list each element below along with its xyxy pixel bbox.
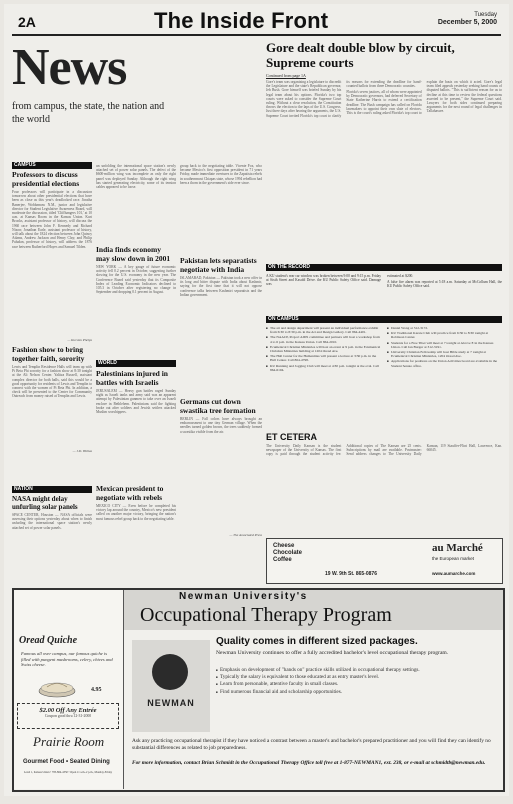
palestinians-body: JERUSALEM — Heavy gun battles raged Sunday night as Israeli tanks and army said was an apparent attempt by Palestinian gunmen to take over an Israeli enclave in Bethlehem. Palestinians said the fighting broke out after soldiers and Jewish settlers attacked Muslim worshippers. <box>96 389 176 415</box>
oread-footer: Gourmet Food • Seated Dining <box>23 759 110 765</box>
on-campus-list <box>266 326 502 426</box>
newman-bullet: ■ Typically the salary is equivalent to those educated at as entry master's level. <box>216 674 496 680</box>
aumarche-brand: au Marché <box>432 542 483 554</box>
mexican-body: MEXICO CITY — Even before he completed his victory lap around the country, Mexico's new president called on another major victory, bringing the nation's most famous rebel group back to the negotiating table. <box>96 504 176 521</box>
oread-price: 4.95 <box>91 687 102 693</box>
newman-logo-text: NEWMAN <box>147 698 195 708</box>
aumarche-ad[interactable] <box>266 538 503 584</box>
newman-program: Occupational Therapy Program <box>140 604 392 626</box>
aumarche-products: Cheese Chocolate Coffee <box>273 543 303 563</box>
newspaper-page <box>4 4 509 796</box>
professors-byline: — Kursten Phelps <box>67 338 92 342</box>
news-subtitle: from campus, the state, the nation and the world <box>12 101 165 125</box>
masthead-day: Tuesday <box>474 12 497 18</box>
record-item: estimated at $200. <box>387 274 414 278</box>
campus-event: ■ University Christian Fellowship will host Bible study at 7 tonight at Ecumenical Christian Ministries, 1204 Oread Ave. <box>387 350 502 358</box>
et-cetera-body: The University Daily Kansan is the student newspaper of the University of Kansas. The first copy is paid through the student activity fee. Additional copies of The Kansan are 25 cents. Subscriptions by mail are available. Postmaster: Send address changes to The University Daily Kansan, 119 Stauffer-Flint Hall, Lawrence, Kan. 66045. <box>266 444 502 457</box>
india-body: NEW YORK — A key gauge of future economic activity fell 0.2 percent in October, suggesting further slowing for the U.S. economy in the new year. The Conference Board said yesterday that its Composite Index of Leading Economic Indicators declined to 105.3 in October after registering no change in September and dropping 0.1 percent in August. <box>96 265 176 295</box>
fashion-headline: Fashion show to bring together faith, sorority <box>12 345 85 363</box>
campus-event: ■ The art and design department will present an individual performance exhibit from 6:30 to 8:30 p.m. in the Art and Design Gallery. Call 864-4401. <box>266 326 381 334</box>
campus-event: ■ Daniel Wong at 312-3172. <box>387 326 502 330</box>
campus-event: ■ Students for a Free Tibet will meet at 7 tonight at Alcove E in the Kansas Union. Call Ian Burger at 312-3191. <box>387 341 502 349</box>
aumarche-url[interactable]: www.aumarche.com <box>432 571 476 576</box>
oread-brand: Prairie Room <box>33 734 105 749</box>
aumarche-subtitle: the European market <box>432 556 475 561</box>
middle-column-2 <box>180 164 262 569</box>
campus-event: ■ KU Traditional Karate Club will practice from 6:30 to 8:30 tonight at Robinson Center. <box>387 331 502 339</box>
record-item: A KU student's rear car window was broken between 9:00 and 9:15 p.m. Friday at Sixth Street and Kasold Drive. the KU Public Safety Office said. Damage was <box>266 274 381 287</box>
newman-logo <box>132 640 210 732</box>
oread-quiche-ad[interactable] <box>13 589 124 789</box>
oread-headline: Oread Quiche <box>19 635 78 646</box>
fashion-body: Lewis and Templin Residence Halls will team up with Pi Beta Phi sorority for a fashion show at 8:30 tonight at the Ali Nelson Center. Yalitza Russell, assistant complex director for both halls, said this would be a good opportunity for residents of Lewis and Templin to connect with the women of Pi Beta Phi. In addition, a check will be presented to the Center for Community Outreach from money raised at Templin and Lewis. <box>12 365 92 399</box>
on-the-record-list <box>266 274 502 308</box>
masthead <box>4 4 509 34</box>
oread-coupon-note: Coupon good thru 12-31-2000 <box>44 714 92 718</box>
newman-closing: Ask any practicing occupational therapist if they have noticed a contrast between a master's and bachelor's prepared practitioner and you will find they can identify no substantial differences as related to job preparedness. <box>132 738 491 751</box>
quiche-illustration <box>37 677 77 699</box>
on-campus-label: ON CAMPUS <box>266 316 502 323</box>
on-the-record-label: ON THE RECORD <box>266 264 502 271</box>
oread-tagline: Famous all over campus, our famous quiche is filled with pungent mushrooms, celery, chives and Swiss cheese. <box>21 651 113 668</box>
oread-address: Level 1, Kansas Union • 785-864-4350 • Open 11 a.m.-2 p.m., Monday-Friday <box>23 771 113 774</box>
germans-byline: — The Associated Press <box>229 533 262 537</box>
professors-continuation: un unfolding the international space station's newly attached set of power solar panels. The defect of the $600-million wing was incomplete as only the right panel was deployed Sunday. Although the right wing has started generating electricity, some of its tension cables appeared to be loose. <box>96 164 176 190</box>
gore-body: Gore's team was organizing a legislature to discredit the Legislature and the state's Republican governor, Jeb Bush. Gore himself was briefed Sunday by his legal team about his options. Florida's two top courts were asked to consider the Supreme Court ruling. Without a clear resolution, the Constitution throws the election to the laps of the U.S. Congress. Just three days after hearing the arguments, the U.S. Supreme Court invited Florida's top court to clarify its reasons for extending the deadline for hand-counted ballots from three Democratic counties. Florida's seven justices, all of whom were appointed by Democratic governors, had deferred Secretary of State Katherine Harris to extend a certification deadline. The Bush campaign has called on Florida lawmakers to appoint their own slate of electors. This is the court's ruling asked Florida's top court to explain the basis on which it acted. Gore's legal team filed appeals yesterday seeking hand counts of disputed ballots. "This is sufficient reason for us to decline at this time to review the federal questions asserted to be present," the Supreme Court said. Lawyers for both sides continued preparing arguments for the next round of legal challenges in Tallahassee. <box>266 80 502 118</box>
palestinians-headline: Palestinians injured in battles with Israelis <box>96 369 168 387</box>
newman-bullet: ■ Find numerous financial aid and scholarship opportunities. <box>216 689 496 695</box>
page-number: 2A <box>18 14 36 30</box>
pakistan-body: ISLAMABAD, Pakistan — Pakistan took a new offer in its long and bitter dispute with India about Kashmir, saying for the first time that it will not oppose conference talks between Kashmiri separatists and the Indian government. <box>180 276 262 297</box>
newman-lead: Newman University continues to offer a fully accredited bachelor's level occupational therapy program. <box>216 650 449 656</box>
newman-bullets <box>216 667 496 696</box>
germans-body: BERLIN — Fall colors have always brought an embarrassment to one tiny German village. When the needles turned golden brown, the trees suddenly formed a swastika visible from the air. <box>180 417 262 434</box>
oread-coupon-offer: $2.00 Off Any Entrée <box>39 707 97 714</box>
newman-contact[interactable]: For more information, contact Brian Schmidt in the Occupational Therapy Office toll free at 1-877-NEWMAN1, ext. 238, or e-mail at schmidtb@newman.edu. <box>132 760 486 766</box>
world-column <box>96 370 176 565</box>
gore-continued[interactable]: Continued from page 1A <box>266 73 306 78</box>
gore-story <box>266 40 502 260</box>
professors-headline: Professors to discuss presidential elections <box>12 170 80 188</box>
aumarche-address: 19 W. 9th St. 865-0876 <box>325 571 377 577</box>
campus-event: ■ Applications for positions on the Union Activities board are available in the Student Senate office. <box>387 359 502 367</box>
campus-event: ■ The Hall Center for the Humanities will present a lecture at 3:30 p.m. in the Hall Center. Call 864-4798. <box>266 354 381 362</box>
newman-bullet: ■ Learn from personable, attentive faculty in small classes. <box>216 681 496 687</box>
et-cetera <box>266 432 502 532</box>
newman-bullet: ■ Emphasis on development of "hands on" practice skills utilized in occupational therapy settings. <box>216 667 496 673</box>
professors-body: Four professors will participate in a discussion tomorrow about other presidential elections that have been as close as this year's deadlocked race. Jinatha Banerjee, Wobbzmaw N.M., junior and legislative director for Student Legislative Awareness Board, will moderate the discussion, titled 'Cliffhangers 101,' at 10 a.m. at Kansas Room in the Kansas Union. Kurt Brooks, assistant professor of history, will discuss the 1960 race between John F. Kennedy and Richard Nixon; Jonathan Earle, assistant professor of history, will talk about the 1824 election between John Quincy Adams, Andrew Jackson and Henry Clay; and Philip Paludan, professor of history, will address the 1876 race between Rutherford Hayes and Samuel Tilden. <box>12 190 92 249</box>
campus-event: ■ KU Running and Jogging Club will meet at 4:30 p.m. tonight at the oval. Call 864-6104. <box>266 364 381 372</box>
et-cetera-title: ET CETERA <box>266 432 318 442</box>
nation-column <box>12 495 92 560</box>
nation-section-label: NATION <box>12 486 92 493</box>
news-header <box>12 40 187 158</box>
newman-institution: Newman University's <box>179 591 308 602</box>
mexican-continuation: group back to the negotiating table. Vicente Fox, who became Mexico's first opposition president in 71 years Friday, made immediate overtures to the Zapatista rebels in southernmost Chiapas state, whose 1994 rebellion had been a thorn in the government's side ever since. <box>180 164 262 185</box>
germans-headline: Germans cut down swastika tree formation <box>180 397 256 415</box>
mexican-headline: Mexican president to negotiate with rebels <box>96 484 164 502</box>
gore-headline: Gore dealt double blow by circuit, Supreme courts <box>266 40 455 70</box>
masthead-rule <box>12 34 501 36</box>
campus-event: ■ The NAACP, Project AIDS committee and partners will host a workshop from 4 to 6 p.m. in the Kansas Union. Call 864-2010. <box>266 335 381 343</box>
newman-tagline: Quality comes in different sized packages. <box>216 636 418 647</box>
newman-ad[interactable] <box>12 588 505 792</box>
masthead-title: The Inside Front <box>154 8 329 33</box>
campus-event: ■ Ecumenical Christian Ministries will host an event at 9 p.m. in the Ecumenical Christian Ministries building at 1204 Oread Ave. <box>266 345 381 353</box>
newman-logo-icon <box>152 654 188 690</box>
news-title: News <box>12 39 127 96</box>
oread-coupon[interactable] <box>17 703 119 729</box>
record-item: A false fire alarm was reported at 5:18 a.m. Saturday at McCollum Hall, the KU Public Safety Office said. <box>387 279 502 288</box>
world-section-label: WORLD <box>96 360 176 367</box>
india-headline: India finds economy may slow down in 2001 <box>96 245 171 263</box>
fashion-byline: — J.D. Holtas <box>72 449 92 453</box>
masthead-date: December 5, 2000 <box>437 19 497 26</box>
nasa-body: SPACE CENTER, Houston — NASA officials were assessing their options yesterday about when to finish unfurling the international space station's newly attached set of power solar panels. <box>12 513 92 530</box>
pakistan-headline: Pakistan lets separatists negotiate with India <box>180 256 257 274</box>
campus-section-label: CAMPUS <box>12 162 92 169</box>
nasa-headline: NASA might delay unfurling solar panels <box>12 495 78 511</box>
